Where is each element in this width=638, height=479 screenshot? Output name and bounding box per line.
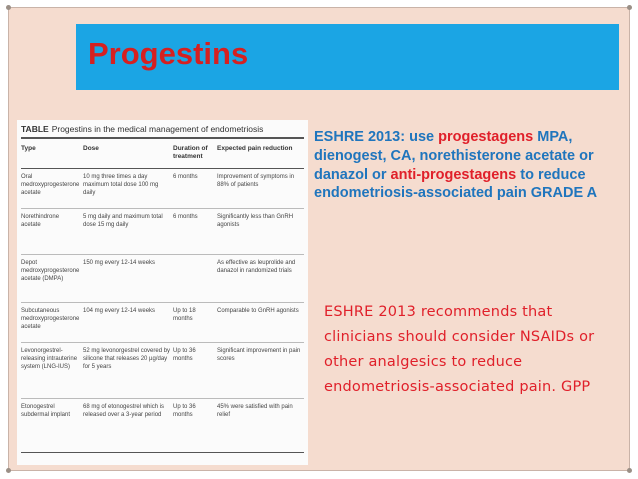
table-cell: Oral medroxyprogesterone acetate <box>21 174 80 196</box>
table-header-cell: Duration of treatment <box>173 145 208 160</box>
table-cell: 6 months <box>173 214 198 220</box>
table-caption-text: Progestins in the medical management of endometriosis <box>51 124 264 134</box>
table-row <box>21 400 304 453</box>
eshre-text-highlight: anti-progestagens <box>390 166 517 183</box>
eshre-text-part: ESHRE 2013: use <box>314 129 439 145</box>
table-cell: As effective as leuprolide and danazol in randomized trials <box>217 260 296 274</box>
table-cell: 5 mg daily and maximum total dose 15 mg daily <box>83 214 163 228</box>
table-cell: Norethindrone acetate <box>21 214 60 228</box>
table-cell: Up to 18 months <box>173 308 196 322</box>
table-cell: 68 mg of etonogestrel which is released over a 3-year period <box>83 404 165 418</box>
eshre-recommendation-text <box>314 128 624 203</box>
table-caption-label: TABLE <box>21 124 49 134</box>
table-cell: Levonorgestrel-releasing intrauterine system (LNG-IUS) <box>21 348 78 370</box>
table-cell: Etonogestrel subdermal implant <box>21 404 71 418</box>
table-cell: Significantly less than GnRH agonists <box>217 214 294 228</box>
slide-title: Progestins <box>88 36 249 71</box>
table-row <box>21 304 304 343</box>
table-row <box>21 170 304 209</box>
corner-dot <box>627 5 632 10</box>
table-cell: Significant improvement in pain scores <box>217 348 301 362</box>
eshre-text-highlight: progestagens <box>438 129 534 145</box>
corner-dot <box>627 468 632 473</box>
table-cell: Comparable to GnRH agonists <box>217 308 299 314</box>
table-cell: 45% were satisfied with pain relief <box>217 404 293 418</box>
table-cell: 150 mg every 12-14 weeks <box>83 260 156 266</box>
corner-dot <box>6 468 11 473</box>
table-cell: Subcutaneous medroxyprogesterone acetate <box>21 308 80 330</box>
corner-dot <box>6 5 11 10</box>
table-header-row <box>21 142 304 169</box>
eshre-text-part: MPA, dienogest, CA, norethisterone acetate or danazol or <box>314 129 594 183</box>
table-header-cell: Type <box>21 145 36 152</box>
table-header-cell: Dose <box>83 145 99 152</box>
title-bar <box>76 24 619 90</box>
table-row <box>21 344 304 399</box>
table-row <box>21 256 304 303</box>
table-caption <box>21 124 304 139</box>
table-cell: 52 mg levonorgestrel covered by silicone that releases 20 µg/day for 5 years <box>83 348 171 370</box>
table-cell: 6 months <box>173 174 198 180</box>
nsaid-recommendation-text: ESHRE 2013 recommends that clinicians should consider NSAIDs or other analgesics to reduce endometriosis-associated pain. GPP <box>324 304 595 395</box>
progestin-table <box>17 120 308 465</box>
table-cell: Improvement of symptoms in 88% of patients <box>217 174 295 188</box>
table-cell: Up to 36 months <box>173 348 196 362</box>
table-cell: 104 mg every 12-14 weeks <box>83 308 156 314</box>
table-header-cell: Expected pain reduction <box>217 145 293 152</box>
slide <box>8 7 630 471</box>
eshre-text-part: to reduce endometriosis-associated pain GRADE A <box>314 166 598 202</box>
table-cell: 10 mg three times a day maximum total dose 100 mg daily <box>83 174 159 196</box>
table-cell: Up to 36 months <box>173 404 196 418</box>
table-cell: Depot medroxyprogesterone acetate (DMPA) <box>21 260 80 282</box>
table-row <box>21 210 304 255</box>
